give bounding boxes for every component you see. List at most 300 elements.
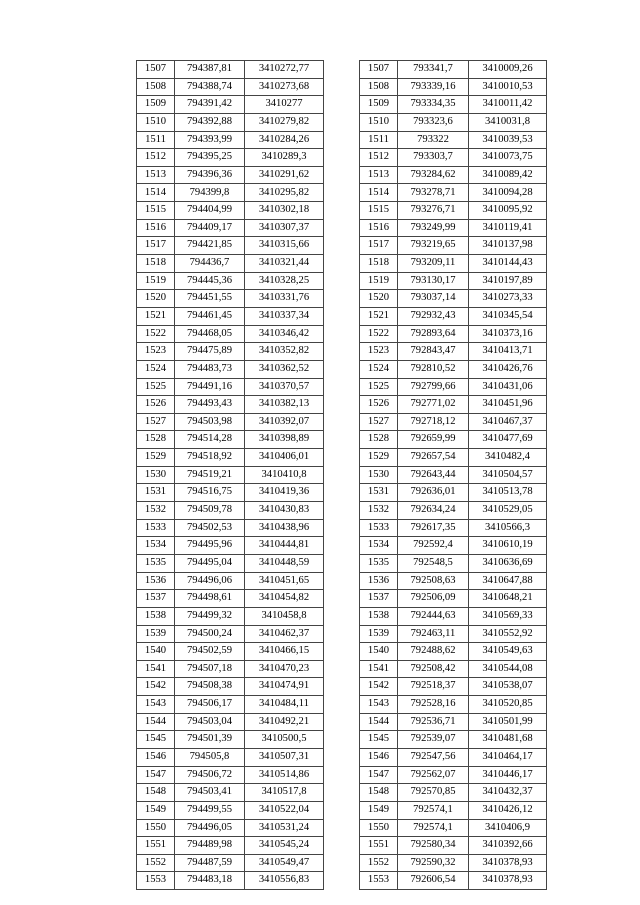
x-coordinate-cell: 794487,59 [175, 854, 245, 872]
y-coordinate-cell: 3410289,3 [245, 149, 324, 167]
table-row [137, 837, 324, 855]
table-row [137, 766, 324, 784]
x-coordinate-cell: 792617,35 [398, 519, 469, 537]
point-number-cell: 1522 [360, 325, 398, 343]
y-coordinate-cell: 3410413,71 [469, 343, 547, 361]
point-number-cell: 1544 [360, 713, 398, 731]
table-row [137, 466, 324, 484]
x-coordinate-cell: 794499,55 [175, 801, 245, 819]
y-coordinate-cell: 3410197,89 [469, 272, 547, 290]
y-coordinate-cell: 3410277 [245, 96, 324, 114]
x-coordinate-cell: 794483,18 [175, 872, 245, 890]
point-number-cell: 1523 [360, 343, 398, 361]
x-coordinate-cell: 792574,1 [398, 801, 469, 819]
x-coordinate-cell: 792636,01 [398, 484, 469, 502]
table-row [137, 61, 324, 79]
x-coordinate-cell: 792539,07 [398, 731, 469, 749]
x-coordinate-cell: 792547,56 [398, 748, 469, 766]
table-row [137, 166, 324, 184]
point-number-cell: 1527 [137, 413, 175, 431]
y-coordinate-cell: 3410513,78 [469, 484, 547, 502]
table-row [137, 872, 324, 890]
point-number-cell: 1517 [360, 237, 398, 255]
table-row [360, 554, 547, 572]
point-number-cell: 1521 [137, 307, 175, 325]
y-coordinate-cell: 3410010,53 [469, 78, 547, 96]
x-coordinate-cell: 792528,16 [398, 696, 469, 714]
table-row [137, 537, 324, 555]
point-number-cell: 1522 [137, 325, 175, 343]
y-coordinate-cell: 3410392,07 [245, 413, 324, 431]
table-row [137, 731, 324, 749]
point-number-cell: 1547 [360, 766, 398, 784]
point-number-cell: 1507 [137, 61, 175, 79]
point-number-cell: 1512 [137, 149, 175, 167]
table-row [137, 255, 324, 273]
point-number-cell: 1513 [137, 166, 175, 184]
y-coordinate-cell: 3410089,42 [469, 166, 547, 184]
y-coordinate-cell: 3410500,5 [245, 731, 324, 749]
table-row [360, 131, 547, 149]
table-row [137, 325, 324, 343]
point-number-cell: 1528 [137, 431, 175, 449]
y-coordinate-cell: 3410095,92 [469, 202, 547, 220]
table-row [137, 237, 324, 255]
y-coordinate-cell: 3410272,77 [245, 61, 324, 79]
point-number-cell: 1545 [360, 731, 398, 749]
x-coordinate-cell: 794516,75 [175, 484, 245, 502]
x-coordinate-cell: 792799,66 [398, 378, 469, 396]
y-coordinate-cell: 3410531,24 [245, 819, 324, 837]
y-coordinate-cell: 3410514,86 [245, 766, 324, 784]
table-row [137, 643, 324, 661]
y-coordinate-cell: 3410648,21 [469, 590, 547, 608]
table-row [360, 272, 547, 290]
y-coordinate-cell: 3410507,31 [245, 748, 324, 766]
x-coordinate-cell: 792570,85 [398, 784, 469, 802]
table-row [137, 343, 324, 361]
x-coordinate-cell: 793219,65 [398, 237, 469, 255]
y-coordinate-cell: 3410482,4 [469, 449, 547, 467]
y-coordinate-cell: 3410481,68 [469, 731, 547, 749]
y-coordinate-cell: 3410273,68 [245, 78, 324, 96]
x-coordinate-cell: 792508,63 [398, 572, 469, 590]
table-row [360, 854, 547, 872]
table-row [137, 396, 324, 414]
point-number-cell: 1541 [137, 660, 175, 678]
x-coordinate-cell: 792643,44 [398, 466, 469, 484]
y-coordinate-cell: 3410458,8 [245, 607, 324, 625]
point-number-cell: 1523 [137, 343, 175, 361]
x-coordinate-cell: 794495,96 [175, 537, 245, 555]
y-coordinate-cell: 3410474,91 [245, 678, 324, 696]
table-row [360, 466, 547, 484]
point-number-cell: 1540 [360, 643, 398, 661]
table-row [360, 819, 547, 837]
y-coordinate-cell: 3410444,81 [245, 537, 324, 555]
x-coordinate-cell: 794468,05 [175, 325, 245, 343]
table-row [360, 713, 547, 731]
point-number-cell: 1541 [360, 660, 398, 678]
table-row [360, 625, 547, 643]
point-number-cell: 1516 [137, 219, 175, 237]
x-coordinate-cell: 794503,41 [175, 784, 245, 802]
y-coordinate-cell: 3410492,21 [245, 713, 324, 731]
point-number-cell: 1550 [360, 819, 398, 837]
table-row [360, 343, 547, 361]
x-coordinate-cell: 794519,21 [175, 466, 245, 484]
point-number-cell: 1511 [137, 131, 175, 149]
point-number-cell: 1528 [360, 431, 398, 449]
y-coordinate-cell: 3410137,98 [469, 237, 547, 255]
point-number-cell: 1531 [360, 484, 398, 502]
x-coordinate-cell: 794509,78 [175, 502, 245, 520]
point-number-cell: 1539 [137, 625, 175, 643]
table-row [137, 113, 324, 131]
table-row [137, 696, 324, 714]
y-coordinate-cell: 3410331,76 [245, 290, 324, 308]
y-coordinate-cell: 3410556,83 [245, 872, 324, 890]
x-coordinate-cell: 794475,89 [175, 343, 245, 361]
point-number-cell: 1546 [137, 748, 175, 766]
y-coordinate-cell: 3410295,82 [245, 184, 324, 202]
point-number-cell: 1531 [137, 484, 175, 502]
table-row [137, 590, 324, 608]
y-coordinate-cell: 3410378,93 [469, 854, 547, 872]
point-number-cell: 1517 [137, 237, 175, 255]
table-row [360, 290, 547, 308]
y-coordinate-cell: 3410410,8 [245, 466, 324, 484]
y-coordinate-cell: 3410315,66 [245, 237, 324, 255]
x-coordinate-cell: 792463,11 [398, 625, 469, 643]
point-number-cell: 1550 [137, 819, 175, 837]
x-coordinate-cell: 794518,92 [175, 449, 245, 467]
y-coordinate-cell: 3410346,42 [245, 325, 324, 343]
x-coordinate-cell: 793209,11 [398, 255, 469, 273]
table-row [137, 713, 324, 731]
table-row [137, 554, 324, 572]
table-row [360, 590, 547, 608]
point-number-cell: 1549 [137, 801, 175, 819]
table-row [360, 396, 547, 414]
x-coordinate-cell: 794507,18 [175, 660, 245, 678]
y-coordinate-cell: 3410538,07 [469, 678, 547, 696]
table-row [137, 748, 324, 766]
point-number-cell: 1525 [137, 378, 175, 396]
table-row [360, 502, 547, 520]
table-row [360, 449, 547, 467]
x-coordinate-cell: 792606,54 [398, 872, 469, 890]
x-coordinate-cell: 792592,4 [398, 537, 469, 555]
table-row [137, 449, 324, 467]
y-coordinate-cell: 3410549,47 [245, 854, 324, 872]
table-row [360, 307, 547, 325]
x-coordinate-cell: 793037,14 [398, 290, 469, 308]
table-row [137, 607, 324, 625]
y-coordinate-cell: 3410549,63 [469, 643, 547, 661]
table-row [137, 149, 324, 167]
table-row [360, 872, 547, 890]
y-coordinate-cell: 3410451,65 [245, 572, 324, 590]
table-row [137, 78, 324, 96]
table-row [360, 678, 547, 696]
table-row [360, 801, 547, 819]
table-row [360, 731, 547, 749]
y-coordinate-cell: 3410291,62 [245, 166, 324, 184]
x-coordinate-cell: 794498,61 [175, 590, 245, 608]
y-coordinate-cell: 3410438,96 [245, 519, 324, 537]
x-coordinate-cell: 792810,52 [398, 360, 469, 378]
y-coordinate-cell: 3410451,96 [469, 396, 547, 414]
coordinates-table-left [136, 60, 324, 890]
x-coordinate-cell: 793278,71 [398, 184, 469, 202]
table-row [137, 272, 324, 290]
y-coordinate-cell: 3410431,06 [469, 378, 547, 396]
y-coordinate-cell: 3410094,28 [469, 184, 547, 202]
table-row [137, 854, 324, 872]
point-number-cell: 1533 [360, 519, 398, 537]
x-coordinate-cell: 794396,36 [175, 166, 245, 184]
y-coordinate-cell: 3410426,76 [469, 360, 547, 378]
x-coordinate-cell: 794503,04 [175, 713, 245, 731]
y-coordinate-cell: 3410545,24 [245, 837, 324, 855]
x-coordinate-cell: 794506,17 [175, 696, 245, 714]
x-coordinate-cell: 793341,7 [398, 61, 469, 79]
y-coordinate-cell: 3410009,26 [469, 61, 547, 79]
point-number-cell: 1530 [360, 466, 398, 484]
table-row [360, 78, 547, 96]
point-number-cell: 1534 [360, 537, 398, 555]
y-coordinate-cell: 3410484,11 [245, 696, 324, 714]
table-row [360, 202, 547, 220]
y-coordinate-cell: 3410307,37 [245, 219, 324, 237]
x-coordinate-cell: 794496,06 [175, 572, 245, 590]
y-coordinate-cell: 3410569,33 [469, 607, 547, 625]
y-coordinate-cell: 3410552,92 [469, 625, 547, 643]
x-coordinate-cell: 792506,09 [398, 590, 469, 608]
point-number-cell: 1537 [137, 590, 175, 608]
point-number-cell: 1508 [360, 78, 398, 96]
point-number-cell: 1552 [137, 854, 175, 872]
table-row [360, 643, 547, 661]
point-number-cell: 1516 [360, 219, 398, 237]
x-coordinate-cell: 794489,98 [175, 837, 245, 855]
y-coordinate-cell: 3410566,3 [469, 519, 547, 537]
table-row [360, 413, 547, 431]
point-number-cell: 1551 [360, 837, 398, 855]
y-coordinate-cell: 3410419,36 [245, 484, 324, 502]
point-number-cell: 1551 [137, 837, 175, 855]
x-coordinate-cell: 794404,99 [175, 202, 245, 220]
x-coordinate-cell: 794409,17 [175, 219, 245, 237]
x-coordinate-cell: 792574,1 [398, 819, 469, 837]
y-coordinate-cell: 3410544,08 [469, 660, 547, 678]
y-coordinate-cell: 3410454,82 [245, 590, 324, 608]
y-coordinate-cell: 3410337,34 [245, 307, 324, 325]
y-coordinate-cell: 3410406,01 [245, 449, 324, 467]
y-coordinate-cell: 3410448,59 [245, 554, 324, 572]
x-coordinate-cell: 793339,16 [398, 78, 469, 96]
x-coordinate-cell: 794395,25 [175, 149, 245, 167]
table-row [137, 131, 324, 149]
point-number-cell: 1548 [360, 784, 398, 802]
y-coordinate-cell: 3410073,75 [469, 149, 547, 167]
point-number-cell: 1514 [360, 184, 398, 202]
point-number-cell: 1544 [137, 713, 175, 731]
point-number-cell: 1542 [137, 678, 175, 696]
point-number-cell: 1539 [360, 625, 398, 643]
table-row [360, 748, 547, 766]
x-coordinate-cell: 794399,8 [175, 184, 245, 202]
y-coordinate-cell: 3410426,12 [469, 801, 547, 819]
y-coordinate-cell: 3410370,57 [245, 378, 324, 396]
table-row [137, 801, 324, 819]
x-coordinate-cell: 794451,55 [175, 290, 245, 308]
point-number-cell: 1552 [360, 854, 398, 872]
y-coordinate-cell: 3410352,82 [245, 343, 324, 361]
point-number-cell: 1513 [360, 166, 398, 184]
point-number-cell: 1538 [360, 607, 398, 625]
table-row [137, 290, 324, 308]
table-row [137, 572, 324, 590]
table-row [360, 113, 547, 131]
y-coordinate-cell: 3410522,04 [245, 801, 324, 819]
y-coordinate-cell: 3410464,17 [469, 748, 547, 766]
point-number-cell: 1525 [360, 378, 398, 396]
point-number-cell: 1529 [137, 449, 175, 467]
table-row [137, 784, 324, 802]
y-coordinate-cell: 3410392,66 [469, 837, 547, 855]
table-row [360, 431, 547, 449]
y-coordinate-cell: 3410119,41 [469, 219, 547, 237]
y-coordinate-cell: 3410462,37 [245, 625, 324, 643]
x-coordinate-cell: 794514,28 [175, 431, 245, 449]
x-coordinate-cell: 793130,17 [398, 272, 469, 290]
x-coordinate-cell: 794493,43 [175, 396, 245, 414]
x-coordinate-cell: 794388,74 [175, 78, 245, 96]
y-coordinate-cell: 3410382,13 [245, 396, 324, 414]
y-coordinate-cell: 3410647,88 [469, 572, 547, 590]
table-row [360, 572, 547, 590]
x-coordinate-cell: 794506,72 [175, 766, 245, 784]
y-coordinate-cell: 3410466,15 [245, 643, 324, 661]
table-row [360, 219, 547, 237]
x-coordinate-cell: 792548,5 [398, 554, 469, 572]
y-coordinate-cell: 3410520,85 [469, 696, 547, 714]
table-row [360, 184, 547, 202]
point-number-cell: 1549 [360, 801, 398, 819]
y-coordinate-cell: 3410504,57 [469, 466, 547, 484]
point-number-cell: 1543 [360, 696, 398, 714]
table-row [137, 502, 324, 520]
x-coordinate-cell: 794505,8 [175, 748, 245, 766]
table-row [137, 484, 324, 502]
point-number-cell: 1548 [137, 784, 175, 802]
y-coordinate-cell: 3410284,26 [245, 131, 324, 149]
point-number-cell: 1538 [137, 607, 175, 625]
point-number-cell: 1509 [360, 96, 398, 114]
table-row [137, 519, 324, 537]
point-number-cell: 1521 [360, 307, 398, 325]
table-row [137, 819, 324, 837]
x-coordinate-cell: 792718,12 [398, 413, 469, 431]
y-coordinate-cell: 3410345,54 [469, 307, 547, 325]
point-number-cell: 1532 [137, 502, 175, 520]
point-number-cell: 1526 [360, 396, 398, 414]
point-number-cell: 1534 [137, 537, 175, 555]
table-row [360, 837, 547, 855]
y-coordinate-cell: 3410362,52 [245, 360, 324, 378]
coordinates-table-left-body [137, 61, 324, 890]
x-coordinate-cell: 794502,59 [175, 643, 245, 661]
y-coordinate-cell: 3410432,37 [469, 784, 547, 802]
point-number-cell: 1529 [360, 449, 398, 467]
point-number-cell: 1553 [137, 872, 175, 890]
point-number-cell: 1520 [360, 290, 398, 308]
point-number-cell: 1507 [360, 61, 398, 79]
y-coordinate-cell: 3410328,25 [245, 272, 324, 290]
x-coordinate-cell: 792488,62 [398, 643, 469, 661]
point-number-cell: 1542 [360, 678, 398, 696]
x-coordinate-cell: 792562,07 [398, 766, 469, 784]
x-coordinate-cell: 792657,54 [398, 449, 469, 467]
point-number-cell: 1524 [137, 360, 175, 378]
x-coordinate-cell: 794495,04 [175, 554, 245, 572]
x-coordinate-cell: 792590,32 [398, 854, 469, 872]
point-number-cell: 1533 [137, 519, 175, 537]
point-number-cell: 1532 [360, 502, 398, 520]
x-coordinate-cell: 793249,99 [398, 219, 469, 237]
y-coordinate-cell: 3410321,44 [245, 255, 324, 273]
table-row [360, 61, 547, 79]
table-row [360, 537, 547, 555]
table-row [137, 96, 324, 114]
x-coordinate-cell: 792771,02 [398, 396, 469, 414]
x-coordinate-cell: 793322 [398, 131, 469, 149]
table-row [137, 413, 324, 431]
y-coordinate-cell: 3410144,43 [469, 255, 547, 273]
x-coordinate-cell: 794500,24 [175, 625, 245, 643]
x-coordinate-cell: 794508,38 [175, 678, 245, 696]
coordinates-table-right [359, 60, 547, 890]
table-row [137, 219, 324, 237]
table-row [137, 184, 324, 202]
x-coordinate-cell: 794501,39 [175, 731, 245, 749]
x-coordinate-cell: 794502,53 [175, 519, 245, 537]
point-number-cell: 1530 [137, 466, 175, 484]
table-row [360, 784, 547, 802]
x-coordinate-cell: 792508,42 [398, 660, 469, 678]
point-number-cell: 1515 [360, 202, 398, 220]
x-coordinate-cell: 792893,64 [398, 325, 469, 343]
table-row [137, 360, 324, 378]
table-row [360, 325, 547, 343]
point-number-cell: 1540 [137, 643, 175, 661]
point-number-cell: 1527 [360, 413, 398, 431]
point-number-cell: 1515 [137, 202, 175, 220]
table-row [360, 660, 547, 678]
x-coordinate-cell: 793323,6 [398, 113, 469, 131]
x-coordinate-cell: 794483,73 [175, 360, 245, 378]
y-coordinate-cell: 3410373,16 [469, 325, 547, 343]
table-row [137, 678, 324, 696]
y-coordinate-cell: 3410406,9 [469, 819, 547, 837]
x-coordinate-cell: 794436,7 [175, 255, 245, 273]
table-row [360, 166, 547, 184]
x-coordinate-cell: 793276,71 [398, 202, 469, 220]
table-row [360, 96, 547, 114]
x-coordinate-cell: 792932,43 [398, 307, 469, 325]
